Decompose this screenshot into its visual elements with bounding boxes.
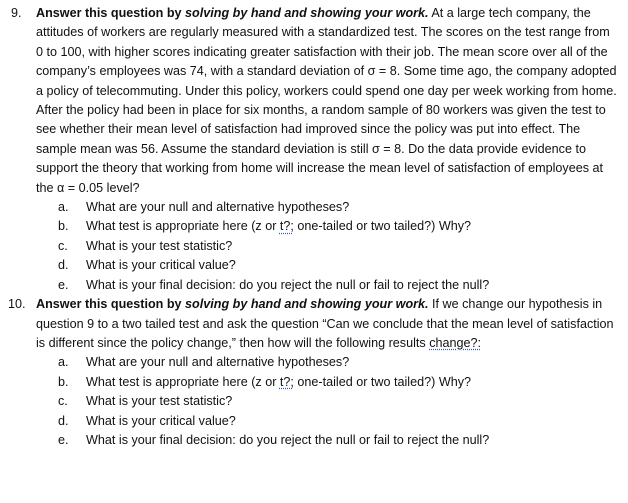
sub-question-d (58, 412, 620, 431)
item-text: What is your test statistic? (86, 394, 233, 409)
item-text: What are your null and alternative hypotheses? (86, 355, 350, 370)
item-letter: d. (58, 258, 69, 273)
proofing-marked-text: t?; (279, 374, 294, 389)
instruction-emphasis: solving by hand and showing your work. (185, 297, 429, 312)
sub-question-list (36, 198, 620, 295)
item-letter: d. (58, 413, 69, 428)
item-letter: a. (58, 200, 69, 215)
question-text (36, 295, 620, 353)
sub-question-a (58, 198, 620, 217)
item-letter: b. (58, 219, 69, 234)
instruction-lead: Answer this question by (36, 6, 186, 20)
question-number: 9. (11, 6, 22, 20)
question-text (36, 4, 620, 198)
sub-question-list (36, 353, 620, 450)
item-letter: b. (58, 374, 69, 389)
question-number: 10. (8, 297, 26, 312)
item-text: What is your test statistic? (86, 238, 233, 253)
item-letter: e. (58, 432, 69, 447)
item-text: What is your critical value? (86, 413, 236, 428)
sub-question-e (58, 276, 620, 295)
item-text-pre: What test is appropriate here (z or (86, 374, 280, 389)
instruction-emphasis: solving by hand and showing your work. (185, 6, 429, 20)
instruction-lead: Answer this question by (36, 297, 186, 312)
sub-question-e (58, 431, 620, 450)
proofing-marked-text: change?: (429, 335, 482, 350)
question-body: At a large tech company, the attitudes of workers are regularly measured with a standardized test. The scores on the test range from 0 to 100, with higher scores indicating greater satisfaction with their job. The mean score over all of the company’s employees was 74, with a standard deviation of σ = 8. Some time ago, the company adopted a policy of telecommuting. Under this policy, workers could spend one day per week working from home. After the policy had been in place for six months, a random sample of 80 workers was given the test to see whether their mean level of satisfaction had improved since the policy was put into effect. The sample mean was 56. Assume the standard deviation is still σ = 8. Do the data provide evidence to support the theory that working from home will increase the mean level of satisfaction of employees at the α = 0.05 level? (36, 6, 617, 195)
sub-question-c (58, 237, 620, 256)
sub-question-d (58, 256, 620, 275)
item-text-post: one-tailed or two tailed?) Why? (293, 374, 472, 389)
sub-question-c (58, 392, 620, 411)
item-letter: c. (58, 238, 68, 253)
item-letter: c. (58, 394, 68, 409)
sub-question-b (58, 217, 620, 236)
item-text: What is your critical value? (86, 258, 236, 273)
sub-question-b (58, 373, 620, 392)
question-body: If we change our hypothesis in question 9 to a two tailed test and ask the question “Can we conclude that the mean level of satisfaction is different since the policy change,” then how will the following results (36, 297, 614, 350)
item-text-pre: What test is appropriate here (z or (86, 219, 280, 234)
question-9 (8, 4, 620, 295)
item-letter: a. (58, 355, 69, 370)
proofing-marked-text: t?; (279, 219, 294, 234)
item-text: What is your final decision: do you reject the null or fail to reject the null? (86, 432, 490, 447)
item-text-post: one-tailed or two tailed?) Why? (293, 219, 472, 234)
item-text: What is your final decision: do you reject the null or fail to reject the null? (86, 277, 490, 292)
item-letter: e. (58, 277, 69, 292)
item-text: What are your null and alternative hypotheses? (86, 200, 350, 215)
sub-question-a (58, 353, 620, 372)
question-10 (8, 295, 620, 450)
